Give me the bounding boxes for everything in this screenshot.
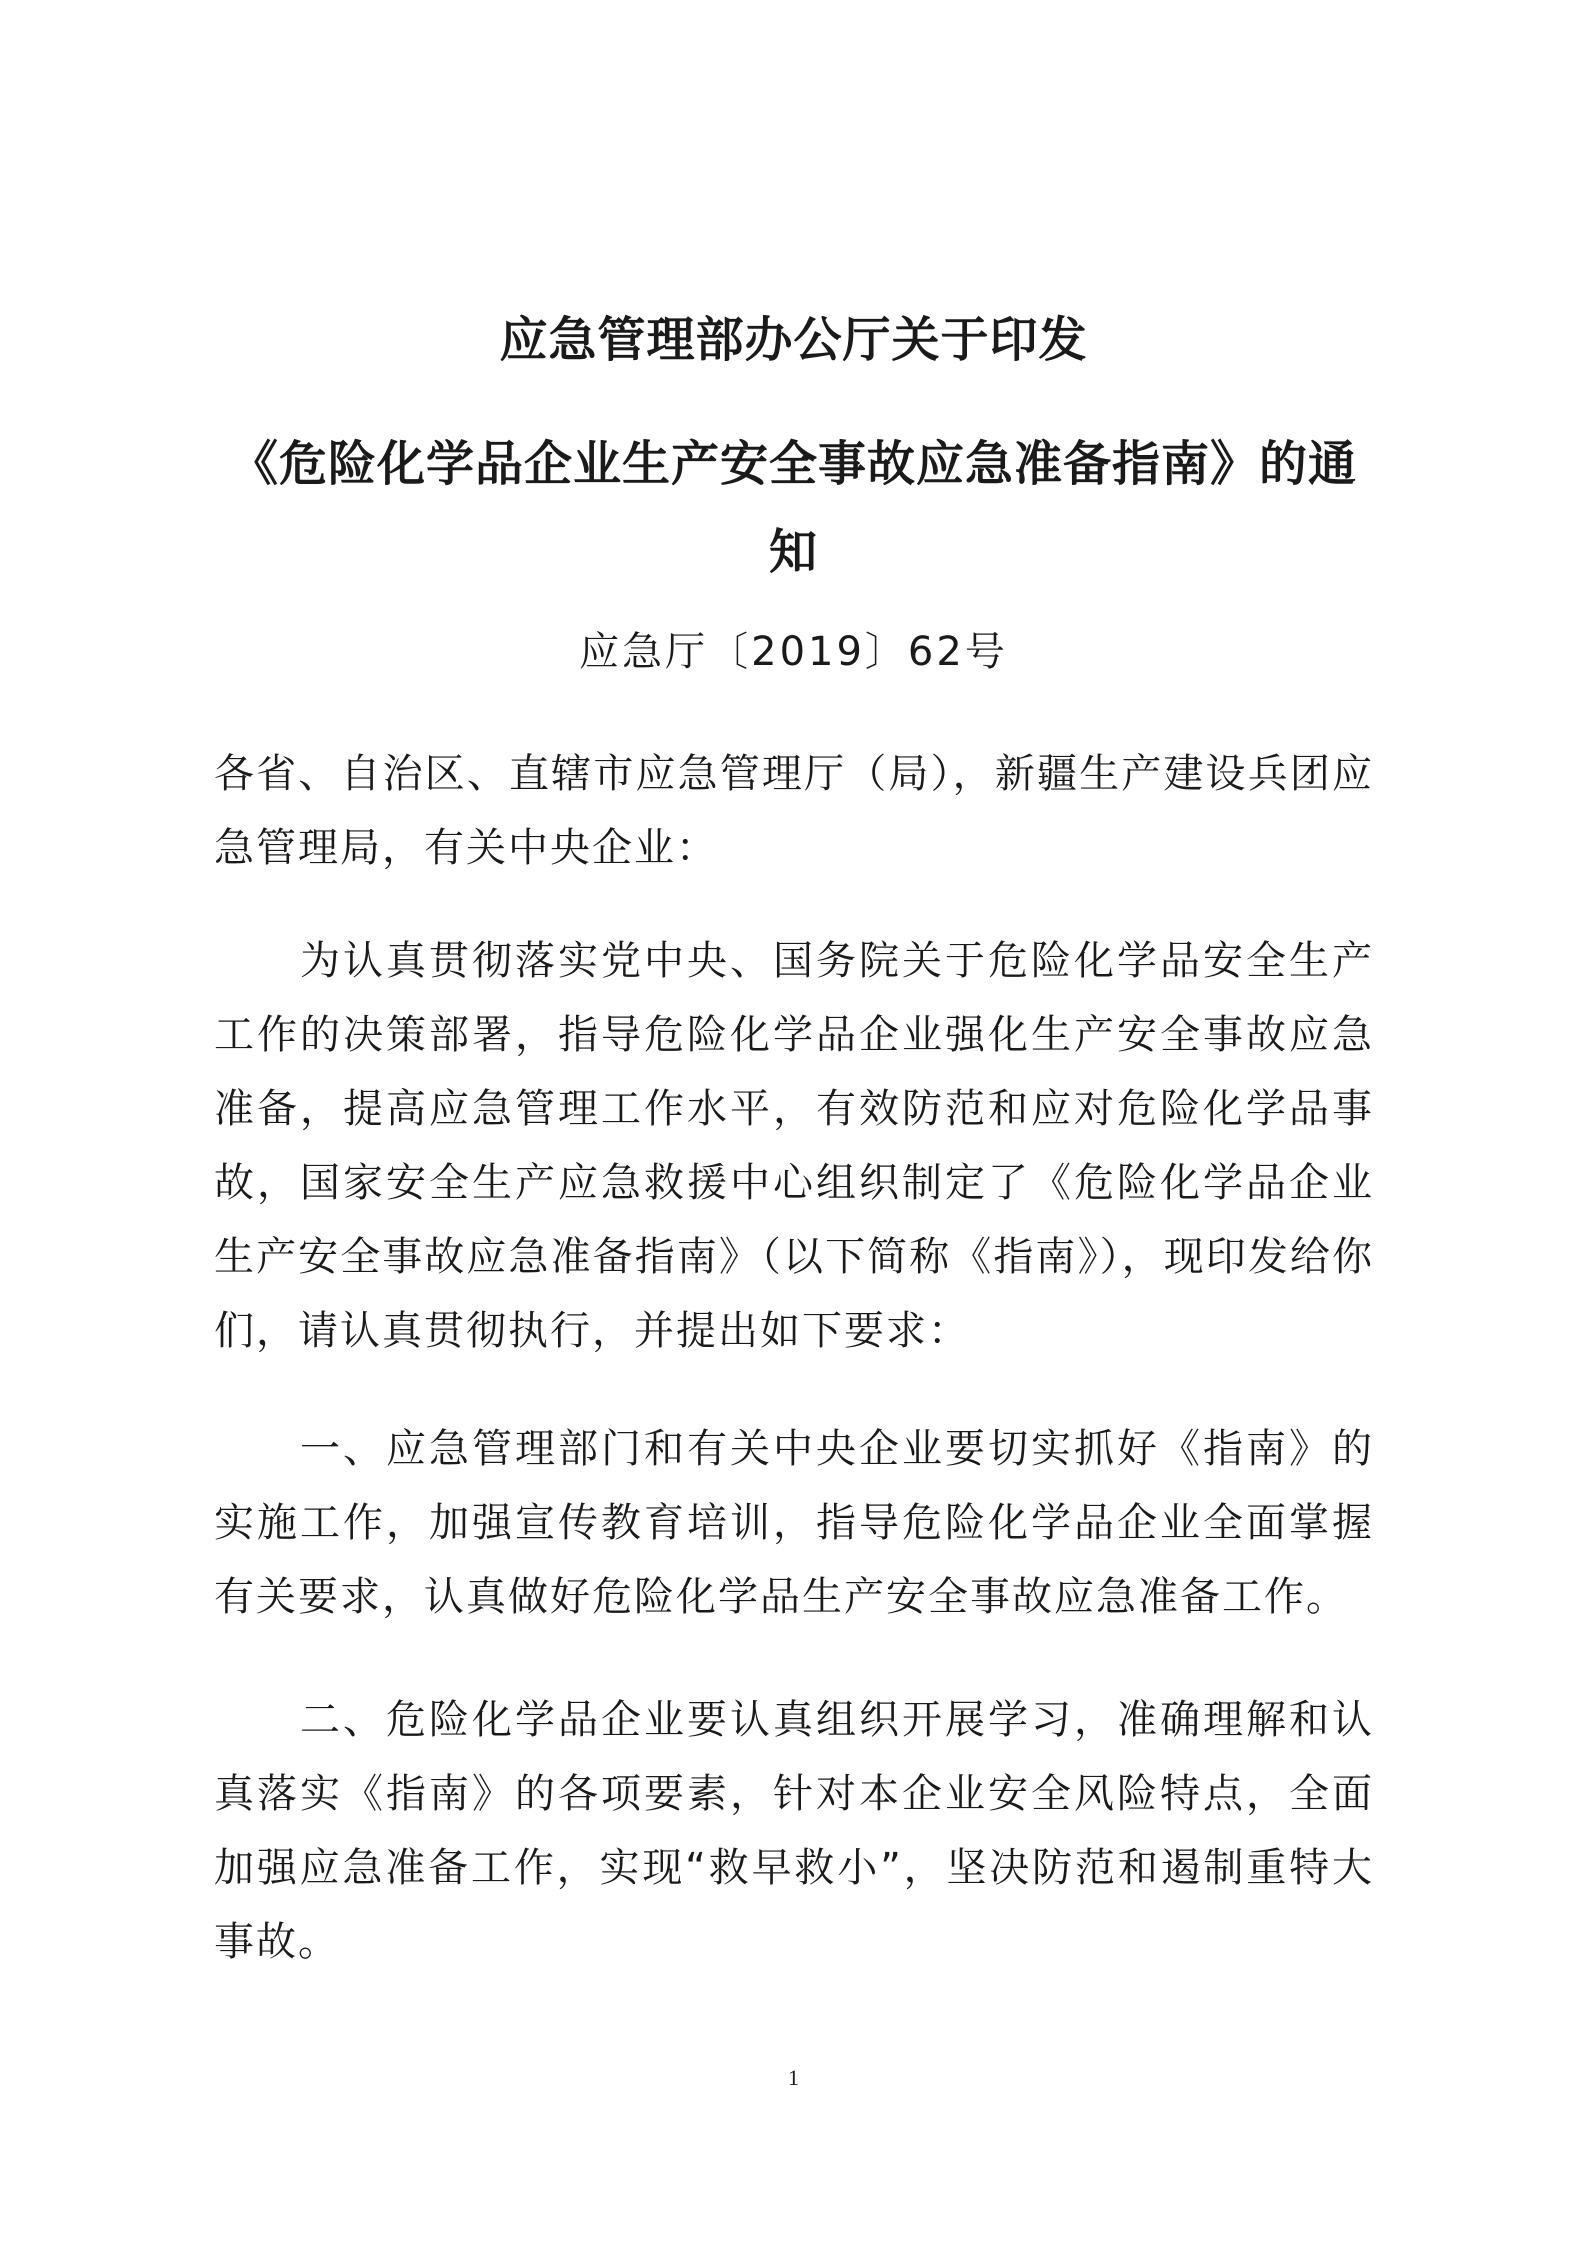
paragraph-requirement-2: 二、危险化学品企业要认真组织开展学习，准确理解和认真落实《指南》的各项要素，针对本企业安全风险特点，全面加强应急准备工作，实现“救早救小”，坚决防范和遏制重特大事故。 [214, 1697, 1374, 1965]
document-number: 应急厅〔2019〕62号 [579, 629, 1008, 675]
paragraph-requirement-1: 一、应急管理部门和有关中央企业要切实抓好《指南》的实施工作，加强宣传教育培训，指导危险化学品企业全面掌握有关要求，认真做好危险化学品生产安全事故应急准备工作。 [214, 1426, 1374, 1620]
salutation: 各省、自治区、直辖市应急管理厅（局），新疆生产建设兵团应急管理局，有关中央企业： [214, 751, 1374, 871]
paragraph-intro: 为认真贯彻落实党中央、国务院关于危险化学品安全生产工作的决策部署，指导危险化学品企业强化生产安全事故应急准备，提高应急管理工作水平，有效防范和应对危险化学品事故，国家安全生产应急救援中心组织制定了《危险化学品企业生产安全事故应急准备指南》（以下简称《指南》），现印发给你们，请认真贯彻执行，并提出如下要求： [214, 938, 1374, 1354]
page-number: 1 [788, 2065, 799, 2090]
document-title-line-1: 应急管理部办公厅关于印发 [499, 312, 1088, 368]
document-title-line-2: 《危险化学品企业生产安全事故应急准备指南》的通知 [229, 436, 1357, 580]
